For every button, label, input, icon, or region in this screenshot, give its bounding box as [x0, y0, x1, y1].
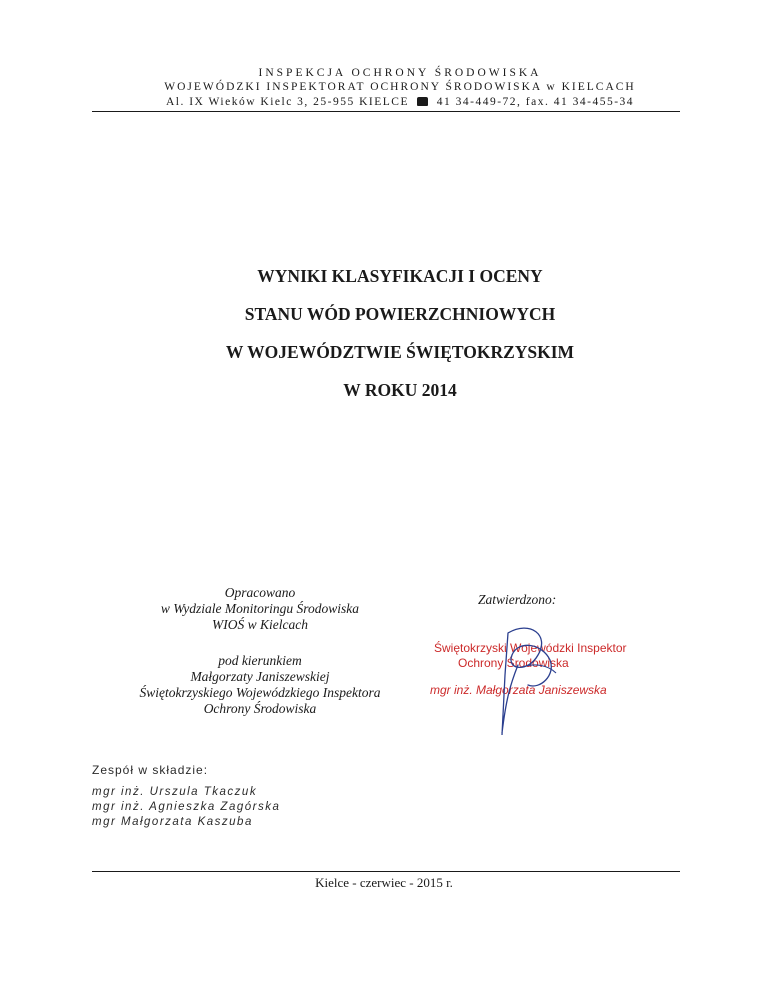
title-line-3: W WOJEWÓDZTWIE ŚWIĘTOKRZYSKIM: [225, 342, 575, 362]
stamp-line-1: Świętokrzyski Wojewódzki Inspektor: [434, 641, 627, 655]
contact-numbers: 41 34-449-72, fax. 41 34-455-34: [436, 96, 635, 108]
title-line-2: STANU WÓD POWIERZCHNIOWYCH: [244, 304, 556, 324]
supervision-label: pod kierunkiem: [218, 653, 302, 668]
prepared-by-block: [100, 585, 420, 717]
supervisor-title: Świętokrzyskiego Wojewódzkiego Inspektora: [139, 685, 381, 700]
team-member: mgr Małgorzata Kaszuba: [92, 816, 253, 828]
team-member: mgr inż. Urszula Tkaczuk: [92, 786, 258, 798]
address-text: Al. IX Wieków Kielc 3, 25-955 KIELCE: [165, 96, 410, 108]
stamp-line-2: Ochrony Środowiska: [458, 656, 569, 670]
telephone-icon: [417, 97, 428, 106]
approval-stamp: [410, 615, 627, 735]
title-line-4: W ROKU 2014: [343, 380, 457, 400]
prepared-label: Opracowano: [224, 585, 296, 600]
handwritten-signature: [410, 615, 620, 735]
institution-name: INSPEKCJA OCHRONY ŚRODOWISKA: [258, 67, 542, 79]
team-member: mgr inż. Agnieszka Zagórska: [92, 801, 281, 813]
prepared-department: w Wydziale Monitoringu Środowiska: [160, 601, 360, 616]
address-line: [120, 95, 680, 109]
supervisor-name: Małgorzaty Janiszewskiej: [190, 669, 330, 684]
header-divider: [92, 111, 680, 112]
inspectorate-name: WOJEWÓDZKI INSPEKTORAT OCHRONY ŚRODOWISKA w KIELCACH: [164, 81, 636, 93]
approval-label: Zatwierdzono:: [478, 592, 557, 607]
title-line-1: WYNIKI KLASYFIKACJI I OCENY: [257, 266, 543, 286]
stamp-line-3: mgr inż. Małgorzata Janiszewska: [430, 683, 607, 697]
footer-place-date: Kielce - czerwiec - 2015 r.: [315, 875, 453, 890]
prepared-office: WIOŚ w Kielcach: [212, 617, 308, 632]
team-label: Zespół w składzie:: [92, 763, 209, 777]
supervisor-title-cont: Ochrony Środowiska: [203, 701, 317, 716]
footer-divider: [92, 871, 680, 872]
